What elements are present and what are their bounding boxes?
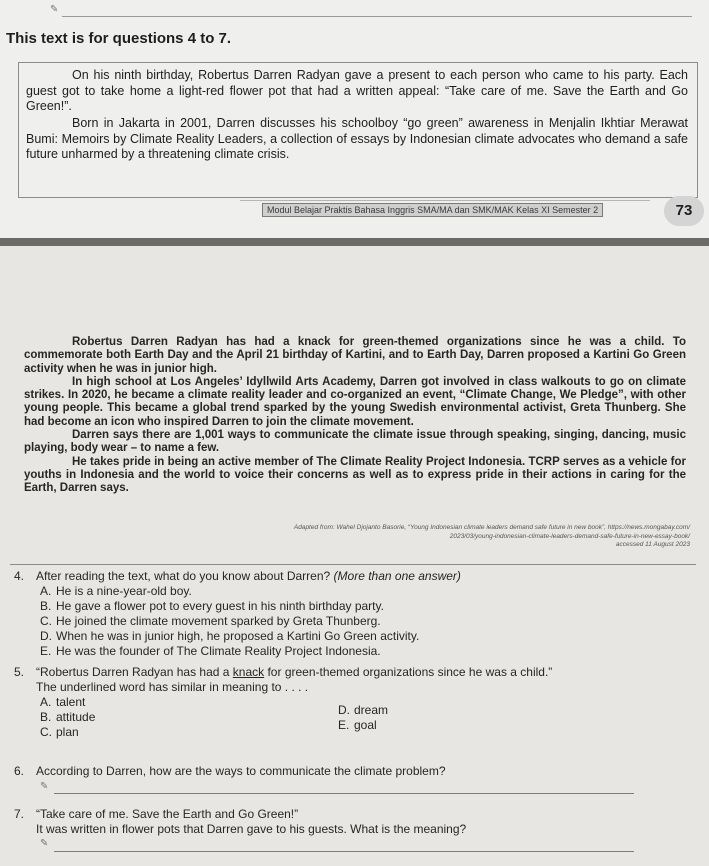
q4-option-a[interactable]: A. He is a nine-year-old boy.: [40, 584, 192, 598]
q4-option-b[interactable]: B. He gave a flower pot to every guest in his ninth birthday party.: [40, 599, 384, 613]
question-number: 4.: [14, 569, 25, 583]
reading-paragraph-5: Darren says there are 1,001 ways to communicate the climate issue through speaking, singing, dancing, music playing, body wear – to name a few.: [24, 429, 686, 455]
question-5: 5. “Robertus Darren Radyan has had a knack for green-themed organizations since he was a child.”: [14, 665, 553, 679]
underlined-word: knack: [232, 665, 265, 679]
question-5-line-2: The underlined word has similar in meaning to . . . .: [36, 680, 309, 694]
question-7-line-2: It was written in flower pots that Darren gave to his guests. What is the meaning?: [36, 822, 467, 836]
pencil-icon: ✎: [40, 838, 49, 849]
pencil-icon: ✎: [50, 4, 59, 15]
q6-answer-line[interactable]: [54, 793, 634, 794]
reading-paragraph-3: Robertus Darren Radyan has had a knack for green-themed organizations since he was a child. To commemorate both Earth Day and the April 21 birthday of Kartini, and to Earth Day, Darren proposed a Kartini Go Green activity when he was in junior high.: [24, 336, 686, 375]
reading-paragraph-6: He takes pride in being an active member of The Climate Reality Project Indonesia. TCRP serves as a vehicle for youths in Indonesia and the world to voice their concerns as well as to express pride in their actions in caring for the Earth, Darren says.: [24, 455, 686, 495]
reading-paragraph-2: Born in Jakarta in 2001, Darren discusses his schoolboy “go green” awareness in Menjalin Ikhtiar Merawat Bumi: Memoirs by Climate Reality Leaders, a collection of essays by Indonesian climate advocates who demand a safe future unharmed by a threatening climate crisis.: [26, 116, 688, 161]
q7-answer-line[interactable]: [54, 851, 634, 852]
q4-option-c[interactable]: C. He joined the climate movement sparked by Greta Thunberg.: [40, 614, 381, 628]
q4-option-e[interactable]: E. He was the founder of The Climate Reality Project Indonesia.: [40, 644, 381, 658]
pencil-icon: ✎: [40, 781, 49, 792]
q4-option-d[interactable]: D. When he was in junior high, he proposed a Kartini Go Green activity.: [40, 629, 420, 643]
q5-option-d[interactable]: D. dream: [338, 703, 389, 717]
divider-rule: [10, 564, 696, 565]
q5-option-b[interactable]: B. attitude: [40, 710, 96, 724]
q5-option-c[interactable]: C. plan: [40, 725, 79, 739]
page-number: 73: [664, 196, 704, 226]
q5-option-e[interactable]: E. goal: [338, 718, 377, 732]
section-heading: This text is for questions 4 to 7.: [6, 30, 232, 47]
question-7: 7. “Take care of me. Save the Earth and Go Green!”: [14, 807, 299, 821]
source-line-3: accessed 11 August 2023: [615, 541, 690, 548]
question-6: 6. According to Darren, how are the ways to communicate the climate problem?: [14, 764, 446, 778]
source-line-1: Adapted from: Wahel Djojanto Basorie, “Young Indonesian climate leaders demand safe future in new book”, https://news.mongabay.com/: [293, 524, 690, 531]
question-text: After reading the text, what do you know about Darren?: [36, 569, 331, 583]
source-line-2: 2023/03/young-indonesian-climate-leaders-demand-safe-future-in-new-essay-book/: [449, 532, 690, 540]
footer-rule: [240, 200, 650, 201]
reading-paragraph-1: On his ninth birthday, Robertus Darren Radyan gave a present to each person who came to his party. Each guest got to take home a light-red flower pot that had a written appeal: “Take care of me. Save the Earth and Go Green!”.: [26, 68, 688, 113]
book-footer-label: Modul Belajar Praktis Bahasa Inggris SMA/MA dan SMK/MAK Kelas XI Semester 2: [262, 203, 603, 217]
page-gap-shadow: [0, 238, 709, 246]
question-note: (More than one answer): [333, 569, 461, 583]
source-citation: [100, 524, 690, 550]
reading-paragraph-4: In high school at Los Angeles’ Idyllwild Arts Academy, Darren got involved in class walkouts to go on climate strikes. In 2020, he became a climate reality leader and co-organized an event, “Climate Change, We Pledge”, with other young people. This became a global trend sparked by the young Swedish environmental activist, Greta Thunberg. She had become an icon who inspired Darren to join the climate movement.: [24, 375, 686, 428]
q5-option-a[interactable]: A. talent: [40, 695, 86, 709]
question-4: [14, 569, 694, 583]
page-73: [0, 0, 709, 238]
header-rule: [62, 16, 692, 17]
reading-continuation: [24, 336, 686, 496]
